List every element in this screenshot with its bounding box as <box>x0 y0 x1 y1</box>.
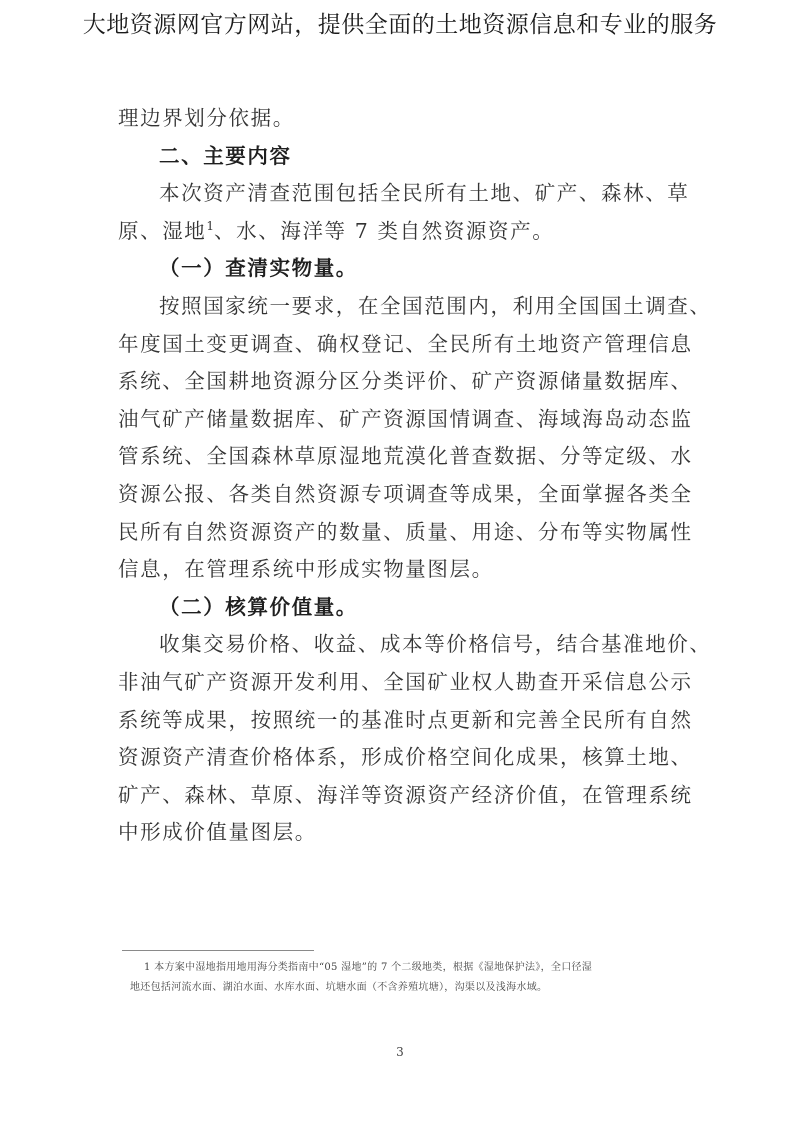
doc-line-17: 系统等成果，按照统一的基准时点更新和完善全民所有自然 <box>118 707 693 732</box>
doc-line-20 <box>118 814 688 852</box>
doc-line-15: 收集交易价格、收益、成本等价格信号，结合基准地价、 <box>159 632 712 657</box>
doc-line-text: 二、主要内容 <box>159 143 292 168</box>
site-banner-title: 大地资源网官方网站，提供全面的土地资源信息和专业的服务 <box>82 12 718 38</box>
doc-line-text-continued: 、水、海洋等 7 类自然资源资产。 <box>214 218 555 243</box>
footnote-line-2: 地还包括河流水面、湖泊水面、水库水面、坑塘水面（不含养殖坑塘），沟渠以及浅海水域。 <box>130 982 548 993</box>
doc-line-16: 非油气矿产资源开发利用、全国矿业权人勘查开采信息公示 <box>118 669 693 694</box>
doc-line-4 <box>118 213 688 251</box>
doc-line-3: 本次资产清查范围包括全民所有土地、矿产、森林、草 <box>159 181 690 206</box>
footnote-separator <box>122 950 314 951</box>
doc-line-text: 理边界划分依据。 <box>118 106 295 130</box>
section-heading-main-content <box>118 138 688 176</box>
subsection-heading-value-accounting <box>118 589 688 627</box>
footnote <box>130 958 685 998</box>
footnote-line-1: 1 本方案中湿地指用地用海分类指南中“05 湿地”的 7 个二级地类，根据《湿地保护法》，全口径湿 <box>144 962 593 973</box>
doc-line-text: 信息，在管理系统中形成实物量图层。 <box>118 557 494 582</box>
doc-line-text: 中形成价值量图层。 <box>118 820 317 845</box>
doc-line-9: 油气矿产储量数据库、矿产资源国情调查、海域海岛动态监 <box>118 406 693 431</box>
doc-line-6: 按照国家统一要求，在全国范围内，利用全国国土调查、 <box>159 293 712 318</box>
footnote-reference: 1 <box>206 218 215 233</box>
doc-line-7: 年度国土变更调查、确权登记、全民所有土地资产管理信息 <box>118 331 693 356</box>
doc-line-18: 资源资产清查价格体系，形成价格空间化成果，核算土地、 <box>118 745 693 770</box>
page-number: 3 <box>396 1045 404 1059</box>
doc-line-1 <box>118 100 688 138</box>
doc-line-text: （一）查清实物量。 <box>159 256 358 281</box>
doc-line-text: （二）核算价值量。 <box>159 594 358 619</box>
document-page <box>118 100 712 852</box>
doc-line-13 <box>118 551 688 589</box>
doc-line-11: 资源公报、各类自然资源专项调查等成果，全面掌握各类全 <box>118 481 693 506</box>
doc-line-12: 民所有自然资源资产的数量、质量、用途、分布等实物属性 <box>118 519 693 544</box>
doc-line-10: 管系统、全国森林草原湿地荒漠化普查数据、分等定级、水 <box>118 444 693 469</box>
doc-line-8: 系统、全国耕地资源分区分类评价、矿产资源储量数据库、 <box>118 369 693 394</box>
doc-line-19: 矿产、森林、草原、海洋等资源资产经济价值，在管理系统 <box>118 782 693 807</box>
doc-line-text: 原、湿地 <box>118 218 207 243</box>
subsection-heading-physical-quantity <box>118 250 688 288</box>
